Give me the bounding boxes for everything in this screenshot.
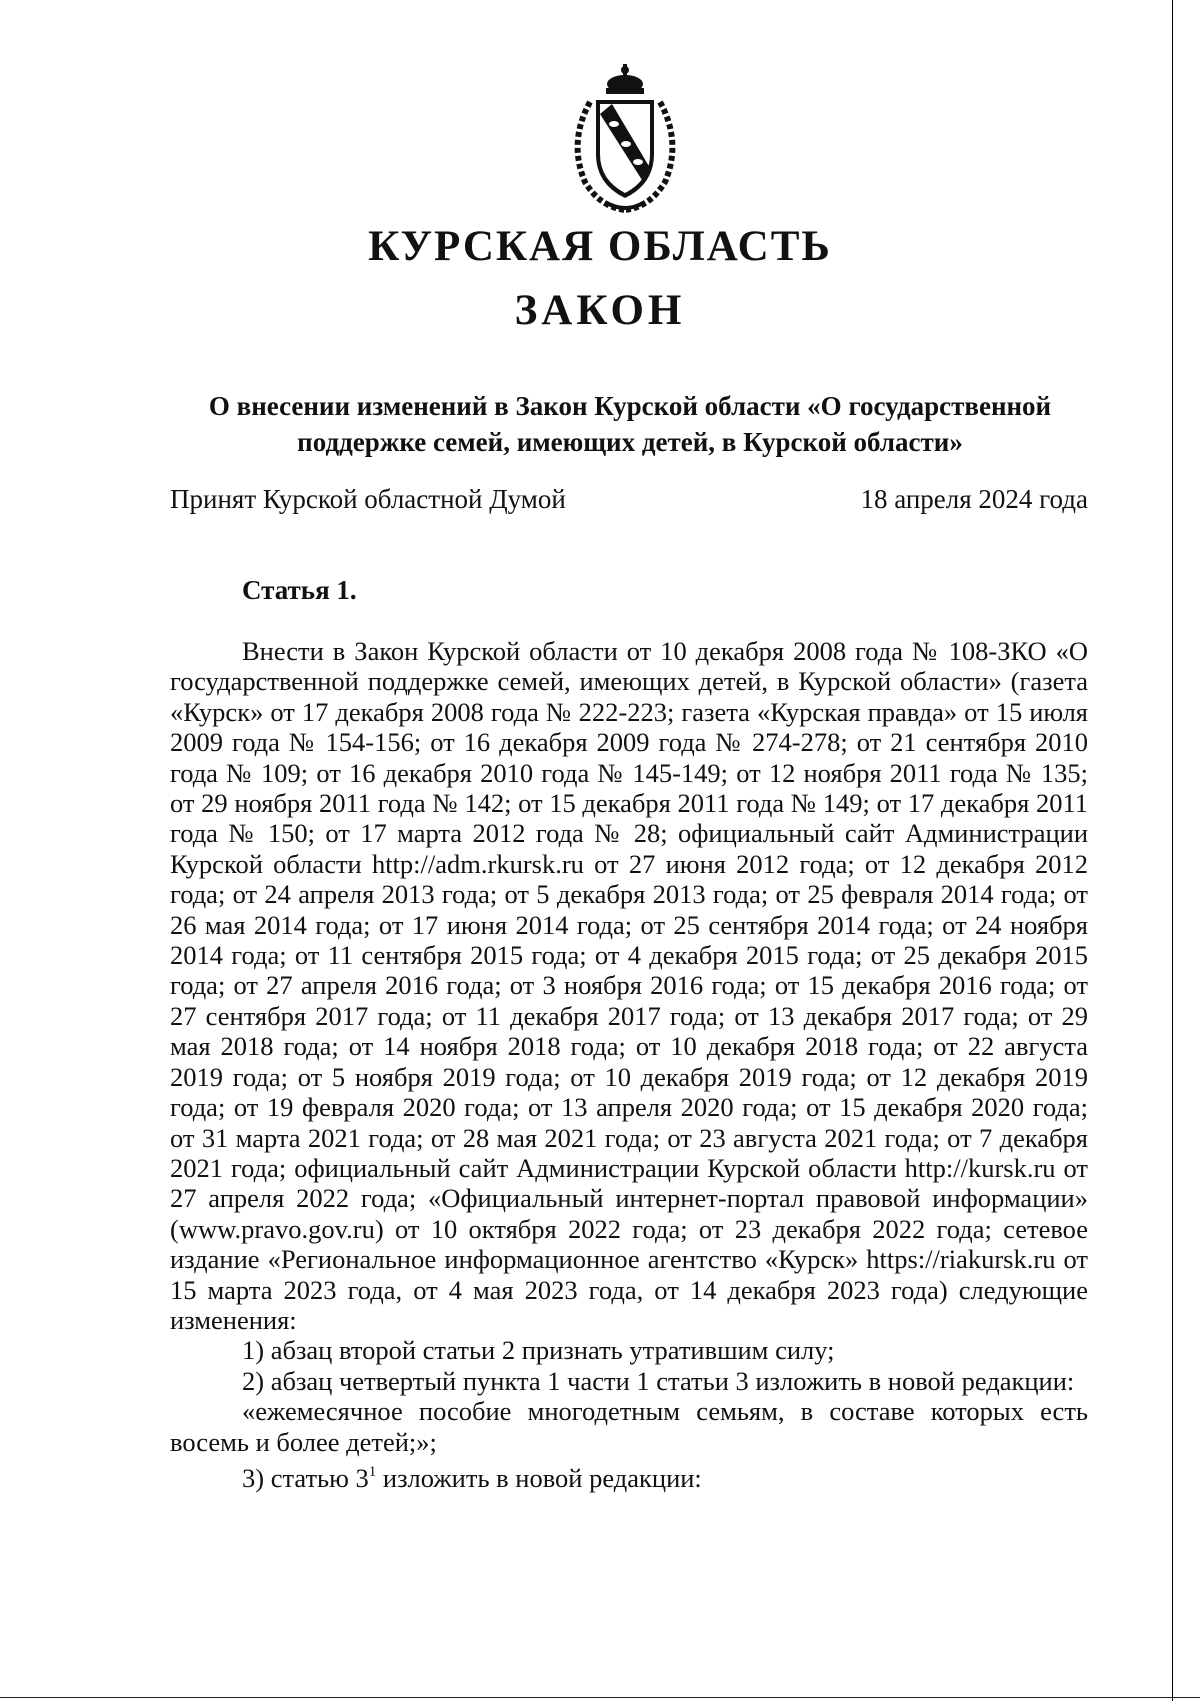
- item-3-superscript: 1: [368, 1463, 377, 1480]
- item-3-suffix: изложить в новой редакции:: [376, 1462, 702, 1493]
- subject-line: О внесении изменений в Закон Курской области «О государственной: [208, 391, 1052, 421]
- scan-edge-bottom: [0, 1697, 1200, 1698]
- item-3-prefix: 3) статью 3: [242, 1462, 369, 1493]
- scan-edge-right: [1172, 0, 1173, 1701]
- intro-paragraph: Внести в Закон Курской области от 10 декабря 2008 года № 108-ЗКО «О государственной поддержке семей, имеющих детей, в Курской области» (газета «Курск» от 17 декабря 2008 года № 222-223; газета «Курская правда» от 15 июля 2009 года № 154-156; от 16 декабря 2009 года № 274-278; от 21 сентября 2010 года № 109; от 16 декабря 2010 года № 145-149; от 12 ноября 2011 года № 135; от 29 ноября 2011 года № 142; от 15 декабря 2011 года № 149; от 17 декабря 2011 года № 150; от 17 марта 2012 года № 28; официальный сайт Администрации Курской области http://adm.rkursk.ru от 27 июня 2012 года; от 12 декабря 2012 года; от 24 апреля 2013 года; от 5 декабря 2013 года; от 25 февраля 2014 года; от 26 мая 2014 года; от 17 июня 2014 года; от 25 сентября 2014 года; от 24 ноября 2014 года; от 11 сентября 2015 года; от 4 декабря 2015 года; от 25 декабря 2015 года; от 27 апреля 2016 года; от 3 ноября 2016 года; от 15 декабря 2016 года; от 27 сентября 2017 года; от 11 декабря 2017 года; от 13 декабря 2017 года; от 29 мая 2018 года; от 14 ноября 2018 года; от 10 декабря 2018 года; от 22 августа 2019 года; от 5 ноября 2019 года; от 10 декабря 2019 года; от 12 декабря 2019 года; от 19 февраля 2020 года; от 13 апреля 2020 года; от 15 декабря 2020 года; от 31 марта 2021 года; от 28 мая 2021 года; от 23 августа 2021 года; от 7 декабря 2021 года; официальный сайт Администрации Курской области http://kursk.ru от 27 апреля 2022 года; «Официальный интернет-портал правовой информации» (www.pravo.gov.ru) от 10 октября 2022 года; от 23 декабря 2022 года; сетевое издание «Региональное информационное агентство «Курск» https://riakursk.ru от 15 марта 2023 года, от 4 мая 2023 года, от 14 декабря 2023 года) следующие изменения:: [170, 636, 1088, 1335]
- amendment-item-2-quote: «ежемесячное пособие многодетным семьям, в составе которых есть восемь и более детей;»;: [170, 1396, 1088, 1457]
- law-subject-title: [170, 388, 1090, 460]
- article-title: Статья 1.: [242, 575, 357, 605]
- subject-line: поддержке семей, имеющих детей, в Курской области»: [297, 427, 963, 457]
- amendment-item-3: [170, 1457, 1088, 1493]
- document-type-heading: ЗАКОН: [514, 287, 686, 334]
- article-body: [170, 636, 1088, 1493]
- amendment-item-2: 2) абзац четвертый пункта 1 части 1 статьи 3 изложить в новой редакции:: [242, 1365, 1075, 1396]
- amendment-item-1: 1) абзац второй статьи 2 признать утратившим силу;: [242, 1335, 835, 1366]
- coat-of-arms-emblem: [560, 62, 690, 214]
- region-heading: КУРСКАЯ ОБЛАСТЬ: [368, 223, 832, 270]
- adoption-line: [170, 484, 1088, 515]
- adopted-by: Принят Курской областной Думой: [170, 484, 566, 514]
- adopted-date: 18 апреля 2024 года: [860, 484, 1088, 514]
